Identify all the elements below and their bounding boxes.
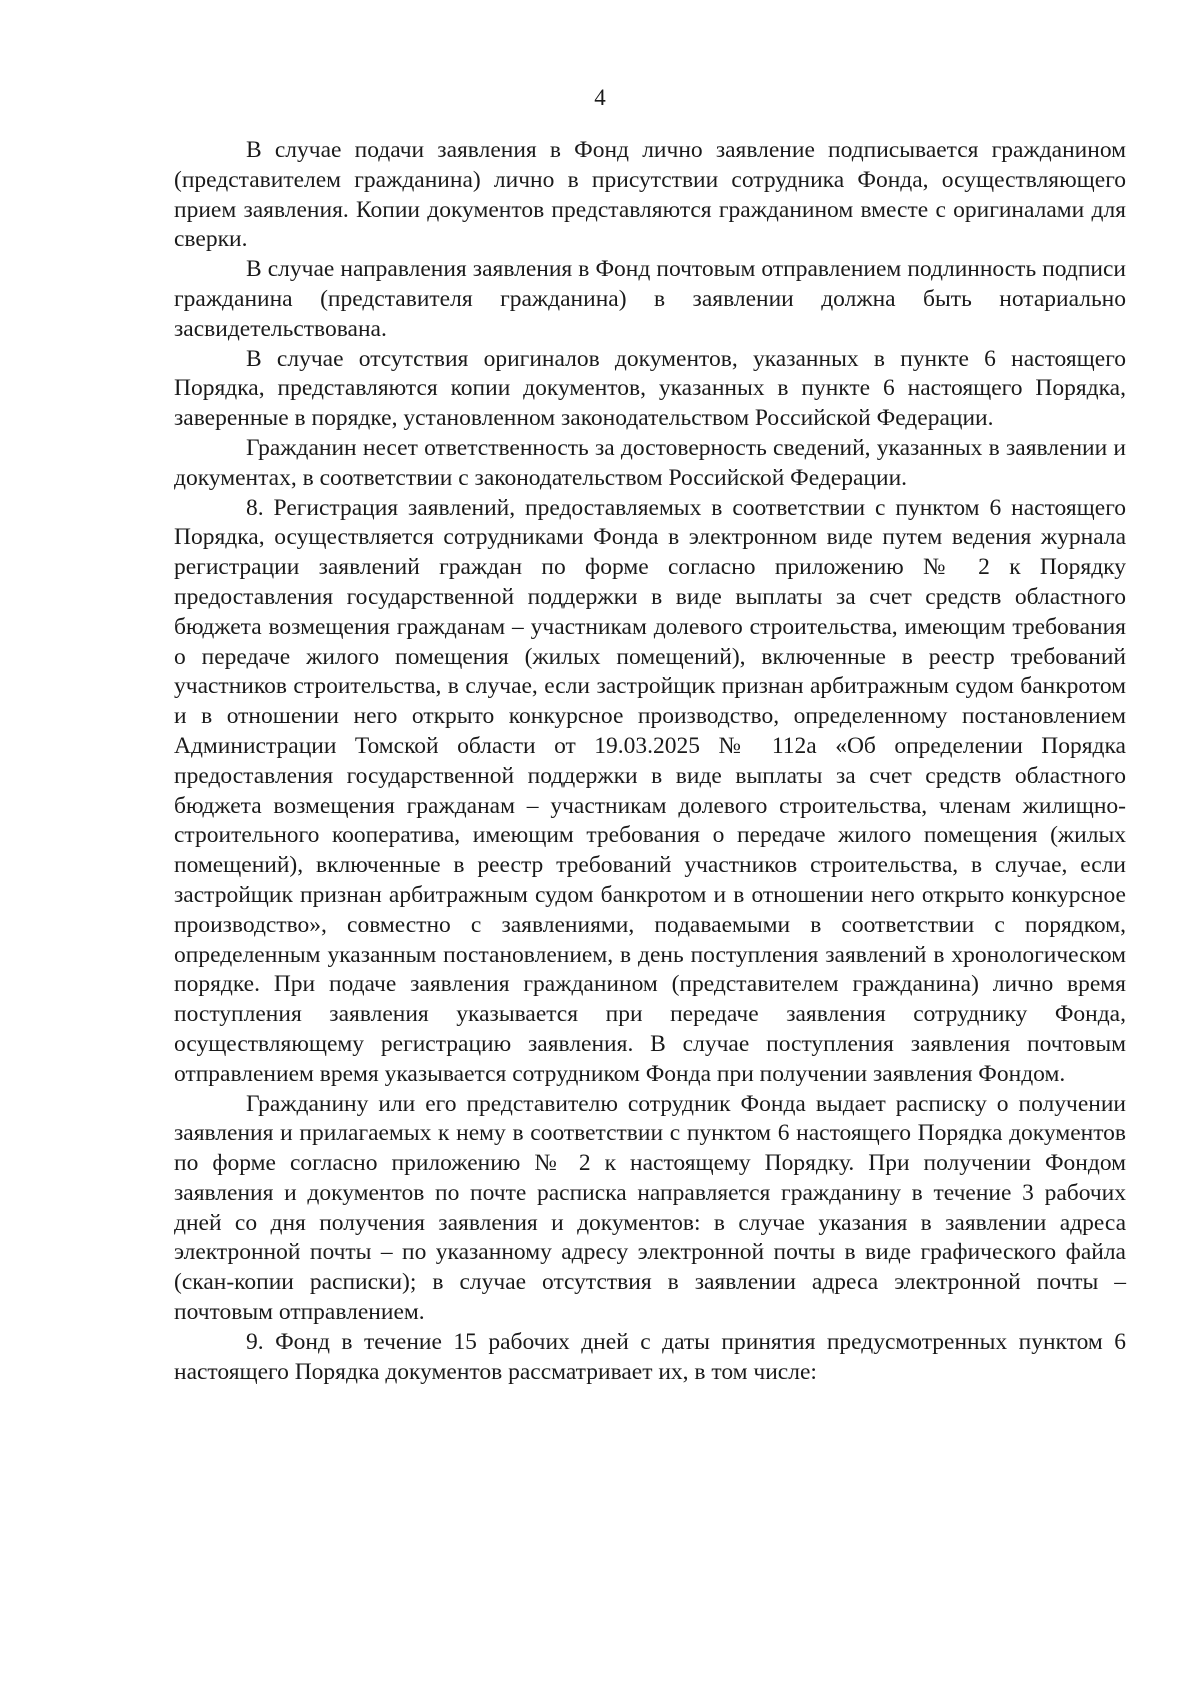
paragraph-item-8-registration: 8. Регистрация заявлений, предоставляемых в соответствии с пунктом 6 настоящего Порядка, осуществляется сотрудниками Фонда в электронном виде путем ведения журнала регистрации заявлений граждан по форме согласно приложению № 2 к Порядку предоставления государственной поддержки в виде выплаты за счет средств областного бюджета возмещения гражданам – участникам долевого строительства, имеющим требования о передаче жилого помещения (жилых помещений), включенные в реестр требований участников строительства, в случае, если застройщик признан арбитражным судом банкротом и в отношении него открыто конкурсное производство, определенному постановлением Администрации Томской области от 19.03.2025 № 112а «Об определении Порядка предоставления государственной поддержки в виде выплаты за счет средств областного бюджета возмещения гражданам – участникам долевого строительства, членам жилищно-строительного кооператива, имеющим требования о передаче жилого помещения (жилых помещений), включенные в реестр требований участников строительства, в случае, если застройщик признан арбитражным судом банкротом и в отношении него открыто конкурсное производство», совместно с заявлениями, подаваемыми в соответствии с порядком, определенным указанным постановлением, в день поступления заявлений в хронологическом порядке. При подаче заявления гражданином (представителем гражданина) лично время поступления заявления указывается при передаче заявления сотруднику Фонда, осуществляющему регистрацию заявления. В случае поступления заявления почтовым отправлением время указывается сотрудником Фонда при получении заявления Фондом. [174, 494, 1126, 1087]
paragraph-citizen-responsibility: Гражданин несет ответственность за достоверность сведений, указанных в заявлении и документах, в соответствии с законодательством Российской Федерации. [174, 434, 1126, 491]
paragraph-receipt: Гражданину или его представителю сотрудник Фонда выдает расписку о получении заявления и прилагаемых к нему в соответствии с пунктом 6 настоящего Порядка документов по форме согласно приложению № 2 к настоящему Порядку. При получении Фондом заявления и документов по почте расписка направляется гражданину в течение 3 рабочих дней со дня получения заявления и документов: в случае указания в заявлении адреса электронной почты – по указанному адресу электронной почты в виде графического файла (скан-копии расписки); в случае отсутствия в заявлении адреса электронной почты – почтовым отправлением. [174, 1090, 1126, 1326]
paragraph-item-9-review: 9. Фонд в течение 15 рабочих дней с даты принятия предусмотренных пунктом 6 настоящего Порядка документов рассматривает их, в том числе: [174, 1328, 1126, 1385]
page-number: 4 [594, 85, 606, 110]
paragraph-postal-submission: В случае направления заявления в Фонд почтовым отправлением подлинность подписи гражданина (представителя гражданина) в заявлении должна быть нотариально засвидетельствована. [174, 256, 1126, 342]
paragraph-personal-submission: В случае подачи заявления в Фонд лично заявление подписывается гражданином (представителем гражданина) лично в присутствии сотрудника Фонда, осуществляющего прием заявления. Копии документов представляются гражданином вместе с оригиналами для сверки. [174, 137, 1126, 253]
document-body [174, 136, 1126, 1387]
paragraph-missing-originals: В случае отсутствия оригиналов документов, указанных в пункте 6 настоящего Порядка, представляются копии документов, указанных в пункте 6 настоящего Порядка, заверенные в порядке, установленном законодательством Российской Федерации. [174, 345, 1126, 432]
